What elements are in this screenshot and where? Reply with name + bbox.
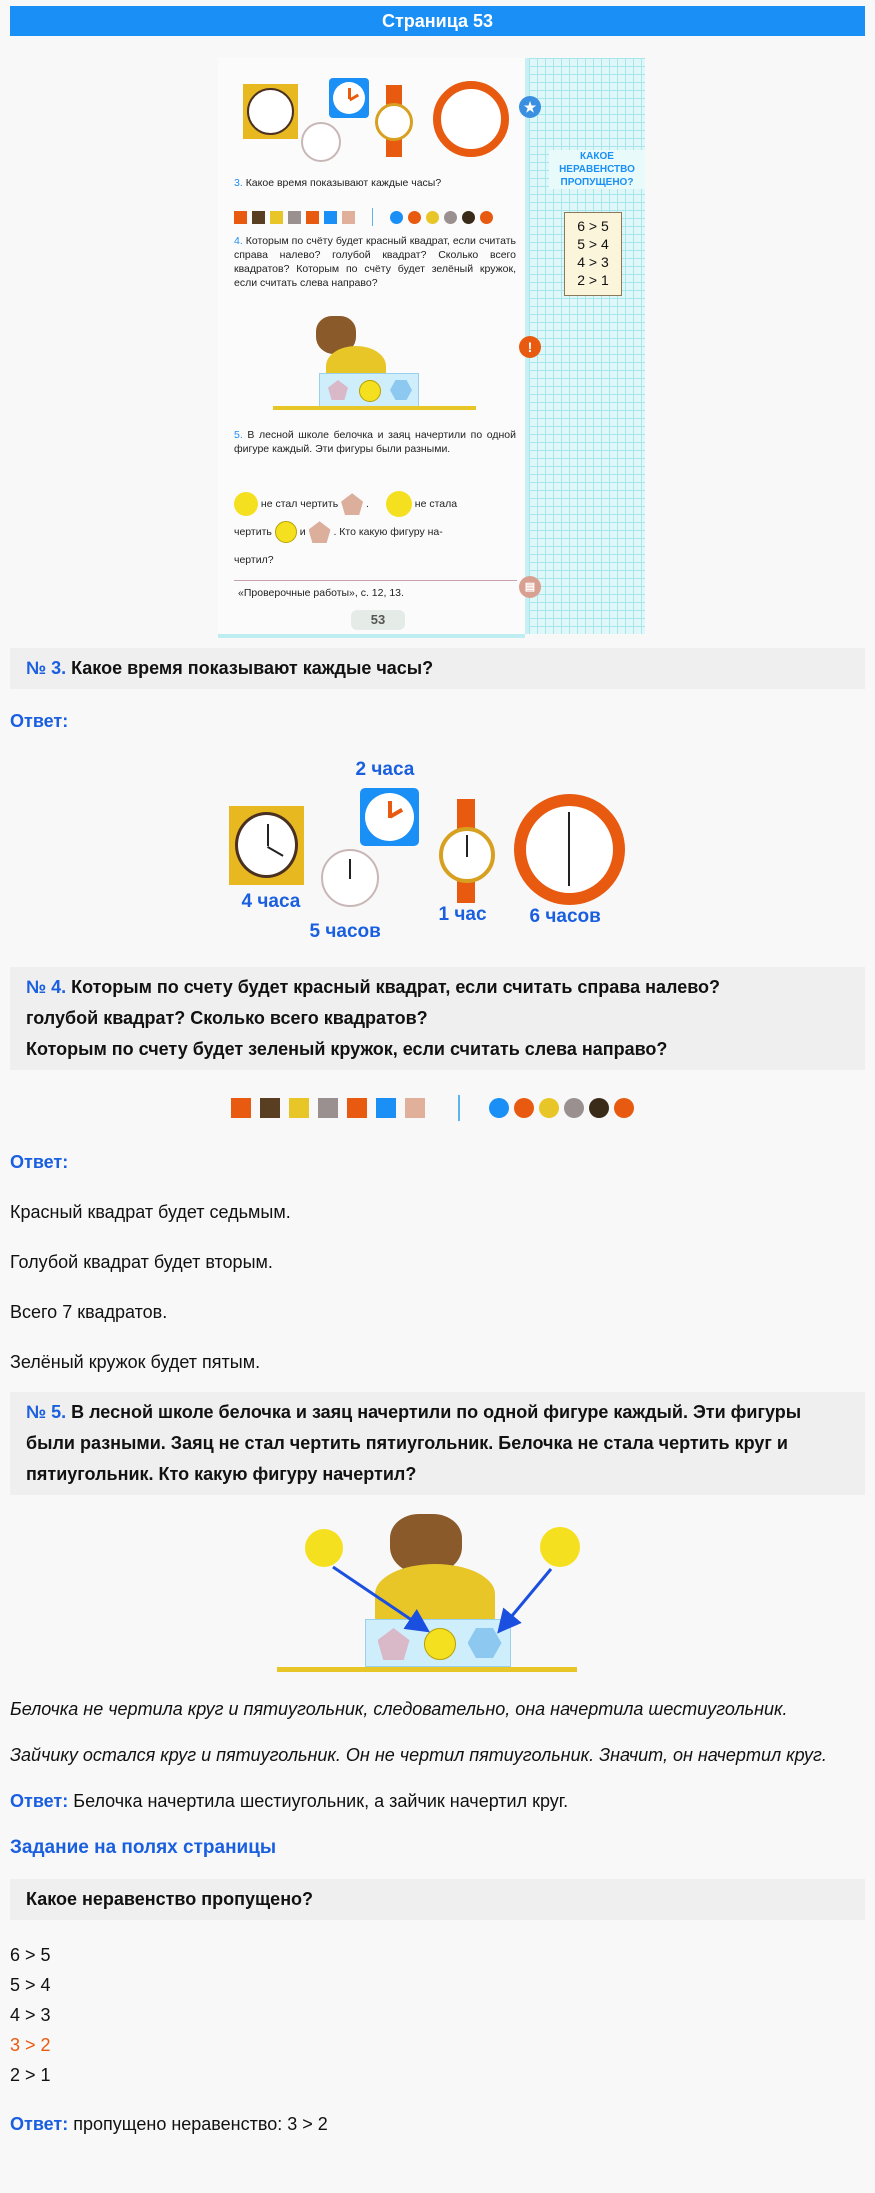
circle-shape — [514, 1098, 534, 1118]
circle-shape — [489, 1098, 509, 1118]
separator — [458, 1095, 460, 1121]
clocks-answer-illustration — [217, 749, 647, 949]
square-shape — [347, 1098, 367, 1118]
task4-answer-2: Голубой квадрат будет вторым. — [10, 1252, 273, 1272]
clock-label: 5 часов — [309, 921, 381, 942]
tb-shapes-row — [234, 208, 493, 226]
inequality: 5 > 4 — [10, 1975, 51, 1995]
pentagon-icon — [309, 521, 331, 543]
task5-question: № 5. В лесной школе белочка и заяц начертили по одной фигуре каждый. Эти фигуры были разными. Заяц не стал чертить пятиугольник. Белочка не стала чертить круг и пятиугольник. Кто какую фигуру начертил? — [10, 1392, 865, 1495]
circle-shape — [614, 1098, 634, 1118]
textbook-page — [218, 58, 525, 638]
book-icon: ▤ — [519, 576, 541, 598]
task5-reasoning-2: Зайчику остался круг и пятиугольник. Он не чертил пятиугольник. Значит, он начертил круг. — [10, 1745, 827, 1765]
owl-shapes-illustration — [285, 1509, 585, 1679]
textbook-margin — [525, 58, 645, 634]
margin-task-answer: Ответ: пропущено неравенство: 3 > 2 — [10, 2114, 328, 2134]
margin-task-question: Какое неравенство пропущено? — [10, 1879, 865, 1920]
square-shape — [231, 1098, 251, 1118]
circle-shape — [589, 1098, 609, 1118]
inequalities-list — [10, 1940, 865, 2090]
tb-inequalities-box: 6 > 5 5 > 4 4 > 3 2 > 1 — [564, 212, 622, 296]
clock-label: 2 часа — [355, 759, 415, 780]
clock-label: 4 часа — [241, 891, 301, 912]
tb-margin-question: КАКОЕ НЕРАВЕНСТВО ПРОПУЩЕНО? — [549, 150, 645, 189]
inequality-missing: 3 > 2 — [10, 2035, 51, 2055]
square-shape — [376, 1098, 396, 1118]
blue-clock-icon — [329, 78, 369, 118]
arrows — [285, 1509, 585, 1679]
tb-task5: 5. В лесной школе белочка и заяц начертили по одной фигуре каждый. Эти фигуры были разными. — [234, 429, 516, 455]
star-badge-icon: ★ — [519, 96, 541, 118]
watch-face-icon — [375, 103, 413, 141]
tb-task4: 4. Которым по счёту будет красный квадрат, если считать справа налево? голубой квадрат? Сколько всего квадратов? Которым по счёту будет зелёный кружок, если считать слева направо? — [234, 235, 516, 289]
blue-clock-icon — [360, 788, 419, 846]
shapes-box — [319, 373, 419, 407]
textbook-page-image — [218, 58, 641, 634]
task3-answer-label: Ответ: — [10, 711, 69, 731]
shapes-sequence — [0, 1088, 865, 1128]
clock-label: 6 часов — [529, 906, 601, 927]
clock-icon — [243, 84, 298, 139]
task4-answer-1: Красный квадрат будет седьмым. — [10, 1202, 291, 1222]
exclamation-icon: ! — [519, 336, 541, 358]
task4-answer-label: Ответ: — [10, 1152, 69, 1172]
inequality: 6 > 5 — [10, 1945, 51, 1965]
inequality: 2 > 1 — [10, 2065, 51, 2085]
circle-icon — [275, 521, 297, 543]
divider — [234, 580, 517, 581]
square-shape — [318, 1098, 338, 1118]
hare-icon — [234, 492, 258, 516]
task3-question: № 3. Какое время показывают каждые часы? — [10, 648, 865, 689]
task5-reasoning-1: Белочка не чертила круг и пятиугольник, следовательно, она начертила шестиугольник. — [10, 1699, 788, 1719]
tb-task5-pictogram: не стал чертить . не стала чертить и . Кто какую фигуру на- чертил? — [234, 490, 516, 574]
margin-task-title: Задание на полях страницы — [10, 1837, 277, 1858]
wall-clock-icon — [514, 794, 625, 905]
squirrel-icon — [386, 491, 412, 517]
tb-page-number: 53 — [351, 610, 405, 630]
circle-shape — [564, 1098, 584, 1118]
page-header: Страница 53 — [10, 6, 865, 36]
wristwatch-icon — [439, 827, 495, 883]
square-shape — [289, 1098, 309, 1118]
alarm-clock-icon — [301, 122, 341, 162]
task4-answer-4: Зелёный кружок будет пятым. — [10, 1352, 261, 1372]
pentagon-icon — [341, 493, 363, 515]
inequality: 4 > 3 — [10, 2005, 51, 2025]
tb-task3: 3. Какое время показывают каждые часы? — [234, 177, 442, 189]
square-shape — [260, 1098, 280, 1118]
task4-question: № 4. Которым по счету будет красный квадрат, если считать справа налево? голубой квадрат? Сколько всего квадратов? Которым по счету будет зеленый кружок, если считать слева направо? — [10, 967, 865, 1070]
circle-shape — [539, 1098, 559, 1118]
wall-clock-icon — [433, 81, 509, 157]
task4-answer-3: Всего 7 квадратов. — [10, 1302, 168, 1322]
clock-label: 1 час — [438, 904, 487, 925]
alarm-clock-icon — [321, 849, 379, 907]
task5-answer: Ответ: Белочка начертила шестиугольник, а зайчик начертил круг. — [10, 1791, 569, 1811]
yellow-shelf — [277, 1667, 577, 1672]
tb-reference: «Проверочные работы», с. 12, 13. — [238, 587, 404, 599]
yellow-shelf — [273, 406, 476, 410]
square-clock-icon — [229, 806, 304, 885]
square-shape — [405, 1098, 425, 1118]
